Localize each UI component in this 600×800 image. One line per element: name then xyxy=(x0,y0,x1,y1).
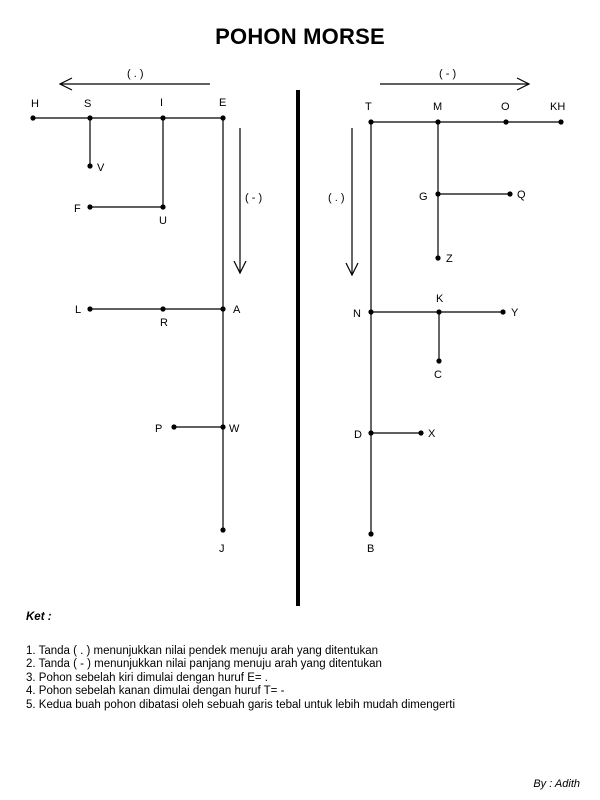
notes-section xyxy=(26,611,586,712)
node-dot-f xyxy=(87,204,92,209)
letter-m: M xyxy=(433,101,443,113)
right-vertical-arrow-label: ( . ) xyxy=(328,192,345,204)
letter-w: W xyxy=(229,423,240,435)
letter-g: G xyxy=(419,191,428,203)
note-item: 4. Pohon sebelah kanan dimulai dengan huruf T= - xyxy=(26,685,285,697)
node-dot-x xyxy=(418,430,423,435)
node-dot-c xyxy=(436,358,441,363)
node-dot-kh xyxy=(558,119,563,124)
letter-r: R xyxy=(160,317,168,329)
node-dot-b xyxy=(368,531,373,536)
node-dot-t xyxy=(368,119,373,124)
left-vertical-arrow-label: ( - ) xyxy=(245,192,263,204)
letter-u: U xyxy=(159,215,167,227)
letter-s: S xyxy=(84,98,92,110)
letter-v: V xyxy=(97,162,105,174)
node-dot-g xyxy=(435,191,440,196)
left-horizontal-arrow-label: ( . ) xyxy=(127,68,144,80)
letter-y: Y xyxy=(511,307,519,319)
node-dot-m xyxy=(435,119,440,124)
node-dot-l xyxy=(87,306,92,311)
note-item: 2. Tanda ( - ) menunjukkan nilai panjang menuju arah yang ditentukan xyxy=(26,658,382,670)
node-dot-z xyxy=(435,255,440,260)
letter-a: A xyxy=(233,304,241,316)
letter-k: K xyxy=(436,293,444,305)
node-dot-q xyxy=(507,191,512,196)
node-dot-u xyxy=(160,204,165,209)
page-title: POHON MORSE xyxy=(215,24,385,49)
node-dot-y xyxy=(500,309,505,314)
notes-heading: Ket : xyxy=(26,611,52,623)
node-dot-k xyxy=(436,309,441,314)
letter-d: D xyxy=(354,429,362,441)
node-dot-p xyxy=(171,424,176,429)
node-dot-i xyxy=(160,115,165,120)
author-byline: By : Adith xyxy=(533,778,580,790)
letter-e: E xyxy=(219,97,227,109)
node-dot-a xyxy=(220,306,225,311)
letter-n: N xyxy=(353,308,361,320)
right-horizontal-arrow-label: ( - ) xyxy=(439,68,457,80)
node-dot-o xyxy=(503,119,508,124)
letter-l: L xyxy=(75,304,82,316)
letter-h: H xyxy=(31,98,39,110)
note-item: 5. Kedua buah pohon dibatasi oleh sebuah garis tebal untuk lebih mudah dimengerti xyxy=(26,698,456,711)
node-dot-j xyxy=(220,527,225,532)
letter-kh: KH xyxy=(550,101,566,113)
node-dot-d xyxy=(368,430,373,435)
letter-q: Q xyxy=(517,189,526,201)
letter-o: O xyxy=(501,101,510,113)
node-dot-w xyxy=(220,424,225,429)
node-dot-r xyxy=(160,306,165,311)
node-dot-v xyxy=(87,163,92,168)
letter-i: I xyxy=(160,97,164,109)
node-dot-e xyxy=(220,115,225,120)
node-dot-n xyxy=(368,309,373,314)
letter-p: P xyxy=(155,423,163,435)
note-item: 1. Tanda ( . ) menunjukkan nilai pendek menuju arah yang ditentukan xyxy=(26,644,379,657)
notes-list xyxy=(26,645,586,713)
letter-z: Z xyxy=(446,253,453,265)
note-item: 3. Pohon sebelah kiri dimulai dengan huruf E= . xyxy=(26,671,268,684)
node-dot-s xyxy=(87,115,92,120)
letter-t: T xyxy=(365,101,372,113)
letter-c: C xyxy=(434,369,442,381)
letter-f: F xyxy=(74,203,81,215)
letter-x: X xyxy=(428,428,436,440)
letter-b: B xyxy=(367,543,375,555)
letter-j: J xyxy=(219,543,225,555)
node-dot-h xyxy=(30,115,35,120)
